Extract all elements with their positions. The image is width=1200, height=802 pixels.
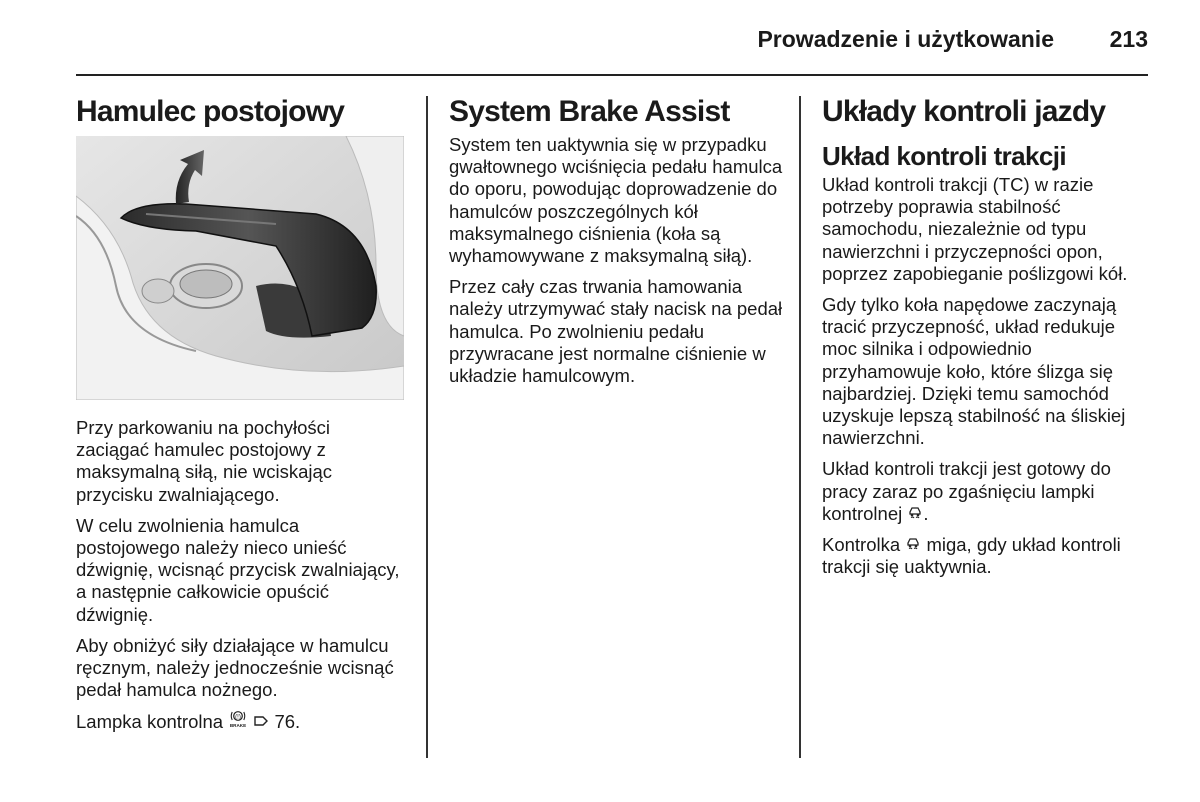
svg-text:BRAKE: BRAKE	[230, 723, 247, 729]
paragraph: W celu zwolnienia hamulca postojowego należy nieco unieść dźwignię, wcisnąć przycisk zwalniający, a następnie całkowicie opuścić dźwignię.	[76, 514, 400, 625]
paragraph-indicator	[822, 534, 1152, 578]
page-number: 213	[1109, 26, 1148, 52]
paragraph: System ten uaktywnia się w przypadku gwałtownego wciśnięcia pedału hamulca do oporu, powodując doprowadzenie do hamulców poszczególnych kół maksymalnego ciśnienia (koła są wyhamowywane z maksymalną siłą).	[449, 134, 783, 267]
paragraph-ready	[822, 458, 1152, 525]
paragraph: Gdy tylko koła napędowe zaczynają tracić przyczepność, układ redukuje moc silnika i odpowiednio przyhamowuje koło, które ślizga się najbardziej. Dzięki temu samochód uzyskuje lepszą stabilność na śliskiej nawierzchni.	[822, 294, 1126, 449]
column-parking-brake	[76, 92, 406, 743]
paragraph-text: miga, gdy układ kontroli trakcji się uaktywnia.	[822, 534, 1121, 578]
column-driving-control	[822, 92, 1152, 587]
parking-brake-figure	[76, 136, 404, 400]
paragraph-text: Układ kontroli trakcji jest gotowy do pracy zaraz po zgaśnięciu lampki kontrolnej	[822, 458, 1111, 524]
paragraph: Przez cały czas trwania hamowania należy utrzymywać stały nacisk na pedał hamulca. Po zwolnieniu pedału przywracane jest normalne ciśnienie w układzie hamulcowym.	[449, 276, 783, 387]
column-brake-assist	[449, 92, 784, 396]
paragraph-text: Lampka kontrolna	[76, 711, 224, 733]
column-divider	[426, 96, 428, 758]
page-header	[76, 0, 1148, 76]
paragraph: Aby obniżyć siły działające w hamulcu ręcznym, należy jednocześnie wcisnąć pedał hamulca nożnego.	[76, 634, 394, 701]
paragraph: Przy parkowaniu na pochyłości zaciągać hamulec postojowy z maksymalną siłą, nie wciskając przycisku zwalniającego.	[76, 417, 333, 505]
parking-brake-illustration	[76, 136, 404, 400]
reference-arrow-icon	[253, 711, 269, 733]
header-title: Prowadzenie i użytkowanie	[757, 26, 1054, 52]
section-heading: System Brake Assist	[449, 95, 730, 128]
section-heading: Układy kontroli jazdy	[822, 95, 1106, 128]
svg-text:(!): (!)	[235, 714, 242, 721]
brake-warning-icon	[228, 710, 248, 733]
paragraph-text: Kontrolka	[822, 534, 901, 556]
paragraph-text: .	[923, 502, 929, 524]
subsection-heading: Układ kontroli trakcji	[822, 141, 1066, 171]
header-rule	[76, 74, 1148, 76]
traction-control-icon	[905, 534, 921, 556]
section-heading: Hamulec postojowy	[76, 95, 345, 128]
section-body	[76, 417, 406, 734]
paragraph-warning-light	[76, 710, 406, 733]
paragraph: Układ kontroli trakcji (TC) w razie potrzeby poprawia stabilność samochodu, niezależnie od typu nawierzchni i przyczepności opon, poprzez zapobieganie poślizgowi kół.	[822, 174, 1128, 284]
column-divider	[799, 96, 801, 758]
traction-control-icon	[907, 503, 923, 525]
page-reference[interactable]: 76.	[274, 711, 301, 733]
